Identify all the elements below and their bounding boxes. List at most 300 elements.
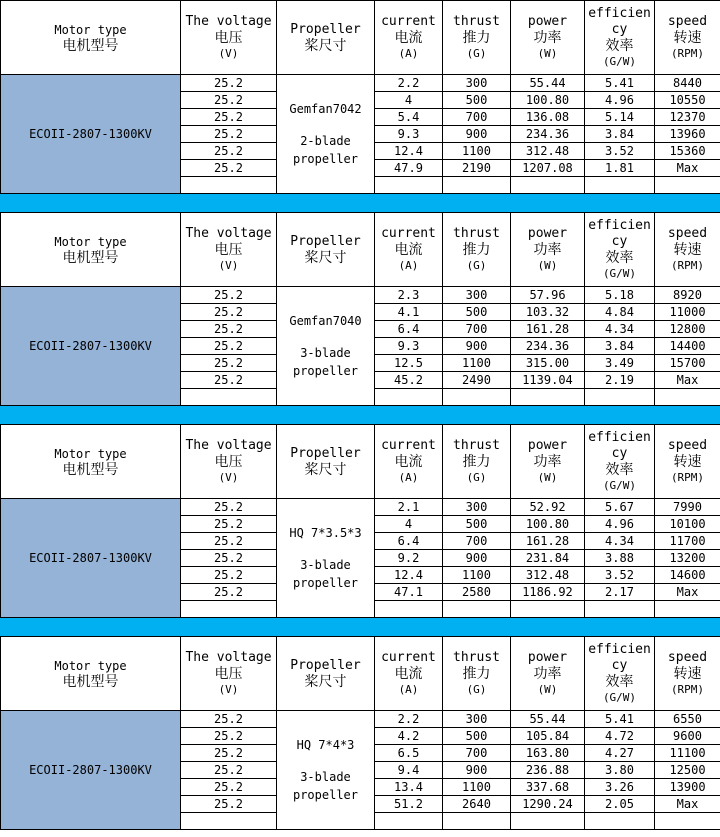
efficiency-cell: 2.05 <box>585 796 655 813</box>
efficiency-cell: 2.19 <box>585 372 655 389</box>
thrust-cell: 2580 <box>443 584 511 601</box>
header-speed-cn: 转速 <box>673 29 702 46</box>
thrust-cell: 500 <box>443 92 511 109</box>
header-speed-unit: (RPM) <box>670 470 705 484</box>
header-voltage-cn: 电压 <box>214 665 243 682</box>
thrust-cell: 900 <box>443 550 511 567</box>
header-current-en: current <box>381 437 436 453</box>
header-prop-en: Propeller <box>290 445 361 461</box>
header-voltage-en: The voltage <box>185 13 272 29</box>
speed-cell: 10550 <box>655 92 720 109</box>
power-cell: 1290.24 <box>511 796 585 813</box>
header-speed-en: speed <box>667 13 708 29</box>
power-cell <box>511 177 585 194</box>
speed-cell: 14400 <box>655 338 720 355</box>
speed-cell: 13960 <box>655 126 720 143</box>
thrust-cell: 700 <box>443 745 511 762</box>
header-eff-cn: 效率 <box>605 37 634 54</box>
header-power-unit: (W) <box>537 46 558 60</box>
speed-cell: 11700 <box>655 533 720 550</box>
efficiency-cell: 2.17 <box>585 584 655 601</box>
header-current-en: current <box>381 225 436 241</box>
header-motor-cn: 电机型号 <box>62 37 119 54</box>
power-cell: 312.48 <box>511 567 585 584</box>
propeller-model: Gemfan7042 <box>289 102 362 116</box>
header-eff-unit: (G/W) <box>602 266 637 280</box>
power-cell: 234.36 <box>511 338 585 355</box>
header-eff-en2: cy <box>611 445 628 461</box>
voltage-cell: 25.2 <box>181 355 277 372</box>
current-cell <box>375 177 443 194</box>
propeller-model: HQ 7*3.5*3 <box>289 526 362 540</box>
header-thrust <box>443 1 511 75</box>
voltage-cell: 25.2 <box>181 126 277 143</box>
header-prop-en: Propeller <box>290 233 361 249</box>
header-eff-en1: efficien <box>588 217 651 233</box>
header-eff-en1: efficien <box>588 429 651 445</box>
voltage-cell: 25.2 <box>181 304 277 321</box>
table-row <box>1 711 720 728</box>
current-cell: 4 <box>375 92 443 109</box>
voltage-cell: 25.2 <box>181 745 277 762</box>
header-eff-cn: 效率 <box>605 249 634 266</box>
speed-cell: 14600 <box>655 567 720 584</box>
power-cell: 231.84 <box>511 550 585 567</box>
thrust-cell: 300 <box>443 499 511 516</box>
voltage-cell: 25.2 <box>181 516 277 533</box>
power-cell: 105.84 <box>511 728 585 745</box>
propeller-model: HQ 7*4*3 <box>296 738 355 752</box>
header-current-unit: (A) <box>398 258 419 272</box>
header-efficiency <box>585 213 655 287</box>
header-speed-unit: (RPM) <box>670 682 705 696</box>
speed-cell: 15700 <box>655 355 720 372</box>
header-voltage-en: The voltage <box>185 649 272 665</box>
header-power <box>511 213 585 287</box>
motor-test-table <box>0 636 720 830</box>
header-speed <box>655 425 720 499</box>
thrust-cell: 300 <box>443 711 511 728</box>
efficiency-cell: 4.96 <box>585 516 655 533</box>
motor-test-block <box>0 0 720 194</box>
header-power-unit: (W) <box>537 682 558 696</box>
propeller-word: propeller <box>292 364 359 378</box>
speed-cell: 15360 <box>655 143 720 160</box>
current-cell: 9.2 <box>375 550 443 567</box>
power-cell: 52.92 <box>511 499 585 516</box>
header-voltage <box>181 1 277 75</box>
header-thrust-cn: 推力 <box>462 665 491 682</box>
efficiency-cell: 5.41 <box>585 75 655 92</box>
current-cell <box>375 389 443 406</box>
header-current-en: current <box>381 13 436 29</box>
header-current-unit: (A) <box>398 682 419 696</box>
thrust-cell <box>443 813 511 830</box>
speed-cell: 13200 <box>655 550 720 567</box>
propeller-blades: 2-blade <box>300 134 351 148</box>
propeller-word: propeller <box>292 576 359 590</box>
propeller-cell <box>277 287 375 406</box>
power-cell <box>511 389 585 406</box>
header-motor-en: Motor type <box>54 234 127 249</box>
efficiency-cell: 4.34 <box>585 321 655 338</box>
speed-cell <box>655 389 720 406</box>
header-speed-unit: (RPM) <box>670 46 705 60</box>
header-speed <box>655 1 720 75</box>
efficiency-cell: 1.81 <box>585 160 655 177</box>
header-current-unit: (A) <box>398 470 419 484</box>
header-thrust-cn: 推力 <box>462 453 491 470</box>
efficiency-cell: 3.84 <box>585 126 655 143</box>
header-voltage-unit: (V) <box>218 682 239 696</box>
header-speed-en: speed <box>667 225 708 241</box>
header-propeller <box>277 425 375 499</box>
thrust-cell <box>443 601 511 618</box>
propeller-cell <box>277 75 375 194</box>
header-prop-cn: 桨尺寸 <box>304 461 347 478</box>
efficiency-cell: 3.52 <box>585 567 655 584</box>
voltage-cell: 25.2 <box>181 92 277 109</box>
header-current-unit: (A) <box>398 46 419 60</box>
header-speed <box>655 213 720 287</box>
header-eff-cn: 效率 <box>605 461 634 478</box>
header-eff-en1: efficien <box>588 5 651 21</box>
voltage-cell: 25.2 <box>181 728 277 745</box>
voltage-cell: 25.2 <box>181 762 277 779</box>
header-eff-unit: (G/W) <box>602 54 637 68</box>
current-cell: 2.2 <box>375 75 443 92</box>
header-voltage-unit: (V) <box>218 46 239 60</box>
speed-cell: 12370 <box>655 109 720 126</box>
motor-test-block <box>0 424 720 618</box>
header-eff-en1: efficien <box>588 641 651 657</box>
header-thrust <box>443 637 511 711</box>
header-voltage <box>181 213 277 287</box>
thrust-cell: 700 <box>443 109 511 126</box>
propeller-blades: 3-blade <box>300 558 351 572</box>
header-power-cn: 功率 <box>533 29 562 46</box>
header-current-cn: 电流 <box>394 29 423 46</box>
header-speed-cn: 转速 <box>673 665 702 682</box>
thrust-cell: 1100 <box>443 355 511 372</box>
voltage-cell: 25.2 <box>181 533 277 550</box>
header-thrust-unit: (G) <box>466 258 487 272</box>
current-cell: 9.4 <box>375 762 443 779</box>
voltage-cell <box>181 389 277 406</box>
header-eff-unit: (G/W) <box>602 478 637 492</box>
section-separator <box>0 194 720 212</box>
propeller-word: propeller <box>292 788 359 802</box>
speed-cell <box>655 177 720 194</box>
motor-test-block <box>0 636 720 830</box>
header-motor-type <box>1 637 181 711</box>
propeller-model: Gemfan7040 <box>289 314 362 328</box>
thrust-cell: 2640 <box>443 796 511 813</box>
power-cell <box>511 601 585 618</box>
header-power-cn: 功率 <box>533 453 562 470</box>
power-cell: 312.48 <box>511 143 585 160</box>
speed-cell <box>655 601 720 618</box>
thrust-cell: 500 <box>443 728 511 745</box>
motor-model-cell: ECOII-2807-1300KV <box>1 287 181 406</box>
power-cell: 1186.92 <box>511 584 585 601</box>
header-current-en: current <box>381 649 436 665</box>
header-thrust <box>443 213 511 287</box>
header-eff-en2: cy <box>611 21 628 37</box>
power-cell: 161.28 <box>511 533 585 550</box>
header-power-en: power <box>527 13 568 29</box>
propeller-blades: 3-blade <box>300 770 351 784</box>
current-cell: 12.5 <box>375 355 443 372</box>
speed-cell: 8440 <box>655 75 720 92</box>
current-cell: 51.2 <box>375 796 443 813</box>
current-cell: 45.2 <box>375 372 443 389</box>
voltage-cell: 25.2 <box>181 109 277 126</box>
header-power <box>511 425 585 499</box>
header-eff-cn: 效率 <box>605 673 634 690</box>
voltage-cell: 25.2 <box>181 75 277 92</box>
header-efficiency <box>585 1 655 75</box>
efficiency-cell: 5.67 <box>585 499 655 516</box>
header-prop-cn: 桨尺寸 <box>304 249 347 266</box>
voltage-cell: 25.2 <box>181 711 277 728</box>
header-motor-cn: 电机型号 <box>62 249 119 266</box>
header-voltage <box>181 425 277 499</box>
header-current-cn: 电流 <box>394 665 423 682</box>
propeller-cell <box>277 711 375 830</box>
power-cell: 234.36 <box>511 126 585 143</box>
speed-cell: 6550 <box>655 711 720 728</box>
voltage-cell: 25.2 <box>181 796 277 813</box>
thrust-cell: 900 <box>443 126 511 143</box>
header-row <box>1 1 720 75</box>
efficiency-cell <box>585 601 655 618</box>
thrust-cell <box>443 177 511 194</box>
current-cell: 12.4 <box>375 143 443 160</box>
efficiency-cell: 3.84 <box>585 338 655 355</box>
current-cell: 4.2 <box>375 728 443 745</box>
propeller-gap <box>277 754 374 768</box>
header-thrust-en: thrust <box>453 225 500 241</box>
header-propeller <box>277 637 375 711</box>
speed-cell: 11000 <box>655 304 720 321</box>
header-thrust-unit: (G) <box>466 682 487 696</box>
header-speed-unit: (RPM) <box>670 258 705 272</box>
header-motor-en: Motor type <box>54 446 127 461</box>
voltage-cell: 25.2 <box>181 499 277 516</box>
header-power-cn: 功率 <box>533 665 562 682</box>
thrust-cell: 700 <box>443 321 511 338</box>
voltage-cell: 25.2 <box>181 143 277 160</box>
speed-cell: 10100 <box>655 516 720 533</box>
header-eff-en2: cy <box>611 657 628 673</box>
header-voltage-cn: 电压 <box>214 453 243 470</box>
motor-test-table <box>0 212 720 406</box>
thrust-cell <box>443 389 511 406</box>
header-thrust-en: thrust <box>453 437 500 453</box>
current-cell: 4 <box>375 516 443 533</box>
thrust-cell: 700 <box>443 533 511 550</box>
motor-model-cell: ECOII-2807-1300KV <box>1 499 181 618</box>
header-thrust <box>443 425 511 499</box>
header-current <box>375 637 443 711</box>
efficiency-cell <box>585 177 655 194</box>
power-cell: 337.68 <box>511 779 585 796</box>
voltage-cell <box>181 601 277 618</box>
power-cell: 1139.04 <box>511 372 585 389</box>
thrust-cell: 300 <box>443 75 511 92</box>
thrust-cell: 900 <box>443 762 511 779</box>
efficiency-cell: 3.80 <box>585 762 655 779</box>
speed-cell: 7990 <box>655 499 720 516</box>
efficiency-cell: 4.27 <box>585 745 655 762</box>
header-current-cn: 电流 <box>394 241 423 258</box>
header-motor-type <box>1 1 181 75</box>
header-efficiency <box>585 425 655 499</box>
header-speed-cn: 转速 <box>673 241 702 258</box>
header-thrust-unit: (G) <box>466 470 487 484</box>
current-cell: 6.4 <box>375 321 443 338</box>
header-speed-cn: 转速 <box>673 453 702 470</box>
propeller-gap <box>277 542 374 556</box>
header-motor-type <box>1 213 181 287</box>
header-thrust-cn: 推力 <box>462 241 491 258</box>
power-cell: 55.44 <box>511 711 585 728</box>
power-cell: 136.08 <box>511 109 585 126</box>
thrust-cell: 1100 <box>443 567 511 584</box>
current-cell: 4.1 <box>375 304 443 321</box>
efficiency-cell: 3.26 <box>585 779 655 796</box>
current-cell: 12.4 <box>375 567 443 584</box>
power-cell: 161.28 <box>511 321 585 338</box>
header-speed <box>655 637 720 711</box>
efficiency-cell: 4.72 <box>585 728 655 745</box>
header-power <box>511 637 585 711</box>
speed-cell <box>655 813 720 830</box>
propeller-word: propeller <box>292 152 359 166</box>
voltage-cell <box>181 813 277 830</box>
header-power-cn: 功率 <box>533 241 562 258</box>
header-prop-en: Propeller <box>290 21 361 37</box>
power-cell: 55.44 <box>511 75 585 92</box>
power-cell: 57.96 <box>511 287 585 304</box>
thrust-cell: 1100 <box>443 779 511 796</box>
header-prop-cn: 桨尺寸 <box>304 37 347 54</box>
motor-model-cell: ECOII-2807-1300KV <box>1 711 181 830</box>
header-voltage-unit: (V) <box>218 470 239 484</box>
thrust-cell: 2190 <box>443 160 511 177</box>
header-current <box>375 425 443 499</box>
power-cell: 1207.08 <box>511 160 585 177</box>
header-propeller <box>277 213 375 287</box>
header-eff-en2: cy <box>611 233 628 249</box>
current-cell: 47.9 <box>375 160 443 177</box>
voltage-cell: 25.2 <box>181 287 277 304</box>
current-cell: 6.5 <box>375 745 443 762</box>
current-cell <box>375 813 443 830</box>
propeller-blades: 3-blade <box>300 346 351 360</box>
header-thrust-en: thrust <box>453 649 500 665</box>
current-cell: 2.1 <box>375 499 443 516</box>
current-cell: 9.3 <box>375 338 443 355</box>
header-motor-en: Motor type <box>54 658 127 673</box>
table-row <box>1 287 720 304</box>
current-cell: 2.3 <box>375 287 443 304</box>
header-motor-cn: 电机型号 <box>62 673 119 690</box>
speed-cell: 9600 <box>655 728 720 745</box>
header-power-en: power <box>527 225 568 241</box>
speed-cell: Max <box>655 372 720 389</box>
current-cell: 5.4 <box>375 109 443 126</box>
propeller-gap <box>277 118 374 132</box>
header-voltage-en: The voltage <box>185 225 272 241</box>
header-efficiency <box>585 637 655 711</box>
thrust-cell: 300 <box>443 287 511 304</box>
voltage-cell: 25.2 <box>181 779 277 796</box>
header-power <box>511 1 585 75</box>
motor-test-table <box>0 0 720 194</box>
header-prop-en: Propeller <box>290 657 361 673</box>
voltage-cell: 25.2 <box>181 321 277 338</box>
header-motor-cn: 电机型号 <box>62 461 119 478</box>
header-row <box>1 637 720 711</box>
header-propeller <box>277 1 375 75</box>
header-voltage-cn: 电压 <box>214 29 243 46</box>
motor-model-cell: ECOII-2807-1300KV <box>1 75 181 194</box>
header-power-en: power <box>527 437 568 453</box>
speed-cell: 12500 <box>655 762 720 779</box>
propeller-gap <box>277 330 374 344</box>
header-thrust-en: thrust <box>453 13 500 29</box>
header-speed-en: speed <box>667 649 708 665</box>
header-current <box>375 1 443 75</box>
header-row <box>1 213 720 287</box>
header-voltage <box>181 637 277 711</box>
power-cell: 100.80 <box>511 92 585 109</box>
speed-cell: Max <box>655 160 720 177</box>
table-row <box>1 75 720 92</box>
speed-cell: 11100 <box>655 745 720 762</box>
voltage-cell: 25.2 <box>181 372 277 389</box>
header-prop-cn: 桨尺寸 <box>304 673 347 690</box>
voltage-cell: 25.2 <box>181 567 277 584</box>
efficiency-cell: 5.18 <box>585 287 655 304</box>
header-speed-en: speed <box>667 437 708 453</box>
header-row <box>1 425 720 499</box>
thrust-cell: 500 <box>443 516 511 533</box>
efficiency-cell: 3.49 <box>585 355 655 372</box>
efficiency-cell: 4.96 <box>585 92 655 109</box>
voltage-cell: 25.2 <box>181 338 277 355</box>
current-cell: 9.3 <box>375 126 443 143</box>
efficiency-cell: 4.84 <box>585 304 655 321</box>
header-current-cn: 电流 <box>394 453 423 470</box>
voltage-cell <box>181 177 277 194</box>
power-cell: 315.00 <box>511 355 585 372</box>
header-thrust-cn: 推力 <box>462 29 491 46</box>
voltage-cell: 25.2 <box>181 550 277 567</box>
current-cell: 2.2 <box>375 711 443 728</box>
voltage-cell: 25.2 <box>181 584 277 601</box>
efficiency-cell: 3.52 <box>585 143 655 160</box>
speed-cell: 12800 <box>655 321 720 338</box>
power-cell: 163.80 <box>511 745 585 762</box>
power-cell <box>511 813 585 830</box>
speed-cell: Max <box>655 796 720 813</box>
current-cell: 13.4 <box>375 779 443 796</box>
efficiency-cell <box>585 813 655 830</box>
header-voltage-unit: (V) <box>218 258 239 272</box>
